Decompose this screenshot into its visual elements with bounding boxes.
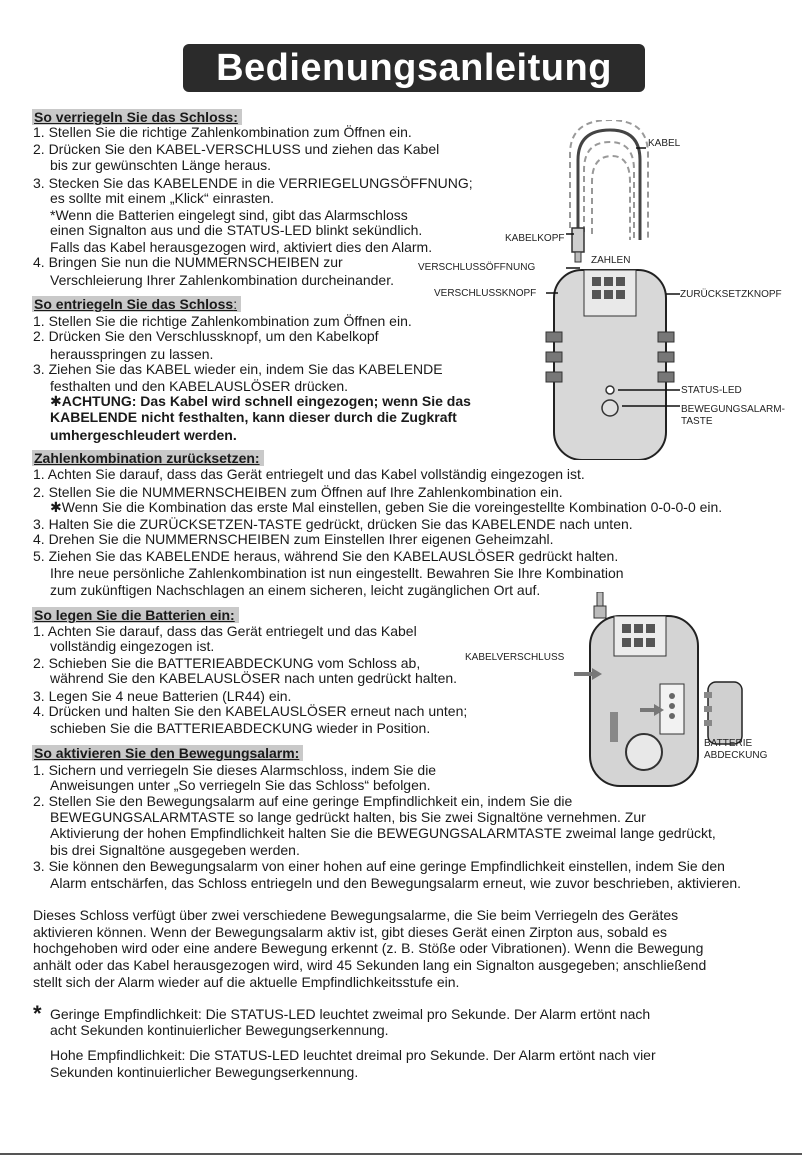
label-kabelkopf: KABELKOPF (505, 233, 565, 244)
warning-line: ✱ACHTUNG: Das Kabel wird schnell eingezogen; wenn Sie das (50, 393, 471, 409)
paragraph-line: stellt sich der Alarm wieder auf die aktuelle Empfindlichkeitsstufe ein. (33, 974, 460, 990)
heading-unlock-colon: : (233, 296, 238, 312)
text-line: 2. Drücken Sie den KABEL-VERSCHLUSS und ziehen das Kabel (33, 141, 440, 157)
text-line: 3. Ziehen Sie das KABEL wieder ein, indem Sie das KABELENDE (33, 361, 443, 377)
footnote-line: Sekunden kontinuierlicher Bewegungserkennung. (50, 1064, 359, 1080)
battery-diagram-illustration (570, 592, 776, 792)
text-line: Falls das Kabel herausgezogen wird, aktiviert dies den Alarm. (50, 239, 433, 255)
paragraph-line: hochgehoben wird oder eine andere Bewegung erkennt (z. B. Stöße oder Vibrationen). Wenn die Bewegung (33, 940, 704, 956)
label-zahlen: ZAHLEN (591, 255, 631, 266)
text-line: vollständig eingezogen ist. (50, 638, 215, 654)
text-line: zum zukünftigen Nachschlagen an einem sicheren, leicht zugänglichen Ort auf. (50, 582, 541, 598)
text-line: 3. Legen Sie 4 neue Batterien (LR44) ein. (33, 688, 292, 704)
text-line: 5. Ziehen Sie das KABELENDE heraus, während Sie den KABELAUSLÖSER gedrückt halten. (33, 548, 619, 564)
paragraph-line: Dieses Schloss verfügt über zwei verschiedene Bewegungsalarme, die Sie beim Verriegeln des Gerätes (33, 907, 679, 923)
label-verschlussoeffnung: VERSCHLUSSÖFFNUNG (418, 262, 536, 273)
text-line: ✱Wenn Sie die Kombination das erste Mal einstellen, geben Sie die voreingestellte Kombination 0-0-0-0 ein. (50, 499, 723, 515)
footnote-line: Geringe Empfindlichkeit: Die STATUS-LED leuchtet zweimal pro Sekunde. Der Alarm ertönt nach (50, 1006, 651, 1022)
text-line: während Sie den KABELAUSLÖSER nach unten gedrückt halten. (50, 670, 458, 686)
label-bewegungsalarm-taste-2: TASTE (681, 416, 713, 427)
label-kabelverschluss: KABELVERSCHLUSS (465, 652, 565, 663)
warning-line: KABELENDE nicht festhalten, kann dieser durch die Zugkraft (50, 409, 457, 425)
label-kabel: KABEL (648, 138, 681, 149)
text-line: Alarm entschärfen, das Schloss entriegeln und den Bewegungsalarm erneut, wie zuvor beschrieben, aktivieren. (50, 875, 742, 891)
text-line: BEWEGUNGSALARMTASTE so lange gedrückt halten, bis Sie zwei Signaltöne vernehmen. Zur (50, 809, 646, 825)
page-title: Bedienungsanleitung (183, 44, 645, 92)
text-line: Anweisungen unter „So verriegeln Sie das Schloss“ befolgen. (50, 777, 431, 793)
text-line: 2. Stellen Sie den Bewegungsalarm auf eine geringe Empfindlichkeit ein, indem Sie die (33, 793, 573, 809)
text-line: *Wenn die Batterien eingelegt sind, gibt das Alarmschloss (50, 207, 408, 223)
label-zuruecksetzknopf: ZURÜCKSETZKNOPF (680, 289, 782, 300)
heading-alarm: So aktivieren Sie den Bewegungsalarm: (32, 745, 303, 761)
text-line: 1. Sichern und verriegeln Sie dieses Alarmschloss, indem Sie die (33, 762, 437, 778)
bottom-rule (0, 1153, 802, 1155)
footnote-star: * (33, 1001, 42, 1026)
label-verschlussknopf: VERSCHLUSSKNOPF (434, 288, 537, 299)
heading-batteries: So legen Sie die Batterien ein: (32, 607, 239, 623)
text-line: Ihre neue persönliche Zahlenkombination ist nun eingestellt. Bewahren Sie Ihre Kombination (50, 565, 624, 581)
label-abdeckung: ABDECKUNG (704, 750, 768, 761)
text-line: einen Signalton aus und die STATUS-LED blinkt sekündlich. (50, 222, 423, 238)
text-line: herausspringen zu lassen. (50, 346, 214, 362)
text-line: 1. Achten Sie darauf, dass das Gerät entriegelt und das Kabel vollständig eingezogen ist. (33, 466, 585, 482)
heading-lock: So verriegeln Sie das Schloss: (32, 109, 242, 125)
paragraph-line: anhält oder das Kabel herausgezogen wird, wird 45 Sekunden lang ein Signalton ausgegeben; anschließend (33, 957, 707, 973)
text-line: bis drei Signaltöne ausgegeben werden. (50, 842, 300, 858)
text-line: 2. Stellen Sie die NUMMERNSCHEIBEN zum Öffnen auf Ihre Zahlenkombination ein. (33, 484, 563, 500)
text-line: 3. Halten Sie die ZURÜCKSETZEN-TASTE gedrückt, drücken Sie das KABELENDE nach unten. (33, 516, 633, 532)
heading-reset: Zahlenkombination zurücksetzen: (32, 450, 264, 466)
text-line: 3. Stecken Sie das KABELENDE in die VERRIEGELUNGSÖFFNUNG; (33, 175, 473, 191)
label-batterie: BATTERIE (704, 738, 753, 749)
text-line: Aktivierung der hohen Empfindlichkeit halten Sie die BEWEGUNGSALARMTASTE zweimal lange gedrückt, (50, 825, 716, 841)
warning-line: umhergeschleudert werden. (50, 427, 237, 443)
text-line: 4. Drehen Sie die NUMMERNSCHEIBEN zum Einstellen Ihrer eigenen Geheimzahl. (33, 531, 554, 547)
text-line: 2. Drücken Sie den Verschlussknopf, um den Kabelkopf (33, 328, 379, 344)
paragraph-line: aktivieren können. Wenn der Bewegungsalarm aktiv ist, gibt dieses Gerät einen Zirpton aus, sobald es (33, 924, 667, 940)
text-line: 1. Stellen Sie die richtige Zahlenkombination zum Öffnen ein. (33, 124, 412, 140)
text-line: es sollte mit einem „Klick“ einrasten. (50, 190, 275, 206)
footnote-line: acht Sekunden kontinuierlicher Bewegungserkennung. (50, 1022, 389, 1038)
text-line: 4. Drücken und halten Sie den KABELAUSLÖSER erneut nach unten; (33, 703, 468, 719)
text-line: festhalten und den KABELAUSLÖSER drücken. (50, 378, 349, 394)
text-line: Verschleierung Ihrer Zahlenkombination durcheinander. (50, 272, 394, 288)
label-bewegungsalarm-taste: BEWEGUNGSALARM- (681, 404, 785, 415)
text-line: 1. Stellen Sie die richtige Zahlenkombination zum Öffnen ein. (33, 313, 412, 329)
lock-diagram-leaders (540, 140, 680, 420)
heading-unlock-text: So entriegeln Sie das Schloss (34, 296, 234, 312)
label-status-led: STATUS-LED (681, 385, 742, 396)
text-line: 2. Schieben Sie die BATTERIEABDECKUNG vom Schloss ab, (33, 655, 421, 671)
text-line: bis zur gewünschten Länge heraus. (50, 157, 272, 173)
text-line: 1. Achten Sie darauf, dass das Gerät entriegelt und das Kabel (33, 623, 417, 639)
footnote-line: Hohe Empfindlichkeit: Die STATUS-LED leuchtet dreimal pro Sekunde. Der Alarm ertönt nach vier (50, 1047, 656, 1063)
text-line: 4. Bringen Sie nun die NUMMERNSCHEIBEN zur (33, 254, 343, 270)
text-line: schieben Sie die BATTERIEABDECKUNG wieder in Position. (50, 720, 431, 736)
heading-unlock (32, 296, 241, 312)
text-line: 3. Sie können den Bewegungsalarm von einer hohen auf eine geringe Empfindlichkeit einstellen, indem Sie den (33, 858, 725, 874)
